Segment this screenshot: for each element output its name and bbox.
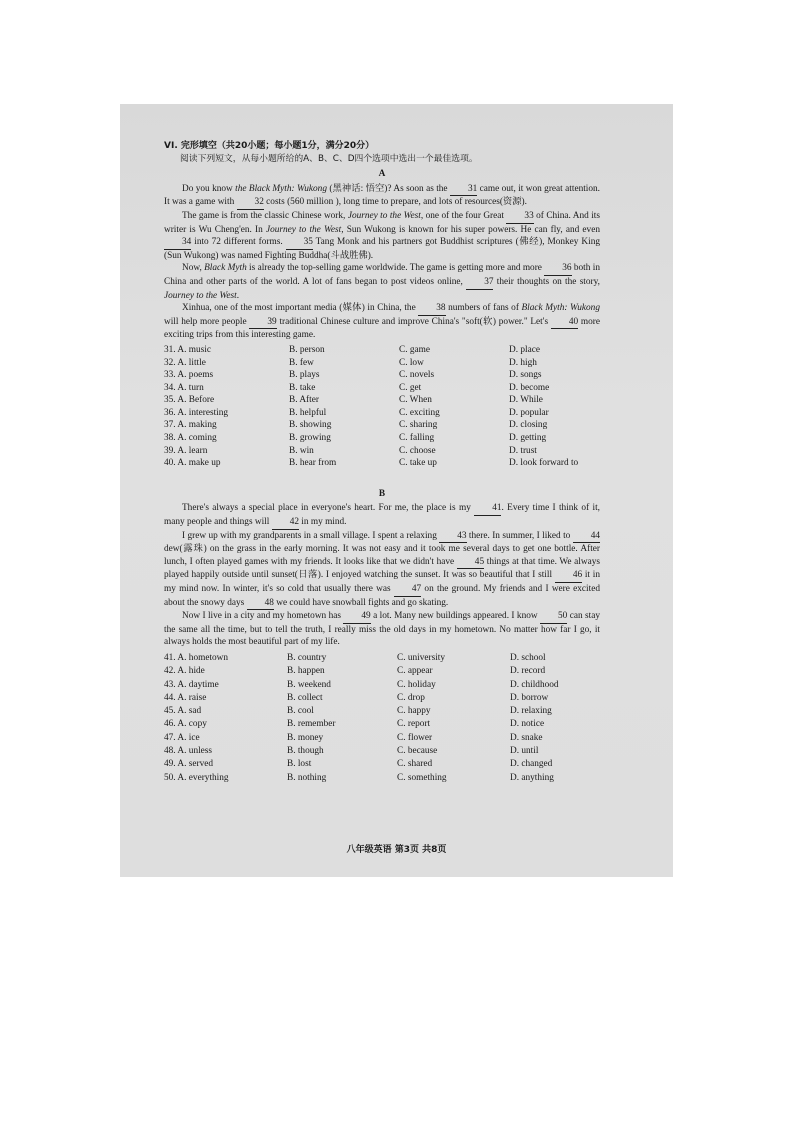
- option-d: D. childhood: [510, 679, 559, 690]
- section-title: VI. 完形填空（共20小题；每小题1分，满分20分）: [164, 141, 375, 151]
- passage-text: dew(露珠) on the grass in the early morning. It was not easy and it took me several days to get one bottle. After lunch, I often played games with my friends. It looks like that we didn't have: [164, 544, 600, 567]
- option-a: 48. A. unless: [164, 746, 213, 757]
- passage-text: the Black Myth: Wukong: [235, 183, 327, 194]
- option-d: D. borrow: [510, 692, 549, 703]
- option-d: D. school: [510, 652, 546, 663]
- passage-text: Do you know: [182, 183, 236, 194]
- option-d: D. notice: [510, 719, 545, 730]
- option-b: B. though: [287, 746, 324, 757]
- option-c: C. shared: [397, 759, 433, 770]
- option-a: 31. A. music: [164, 344, 212, 355]
- blank-41: 41: [474, 502, 501, 516]
- passage-text: we could have snowball fights and go skating.: [273, 597, 449, 608]
- option-b: B. few: [289, 357, 314, 368]
- blank-37: 37: [466, 276, 493, 290]
- option-d: D. songs: [509, 370, 542, 381]
- passage-text: Xinhua, one of the most important media (媒体) in China, the: [182, 303, 419, 314]
- option-a: 49. A. served: [164, 759, 214, 770]
- option-d: D. While: [509, 395, 543, 406]
- passage-text: (黑神话: 悟空)? As soon as the: [326, 183, 450, 194]
- part-b-passage: [164, 502, 600, 649]
- option-b: B. money: [287, 732, 324, 743]
- blank-43: 43: [439, 530, 466, 544]
- option-d: D. look forward to: [509, 458, 579, 469]
- passage-text: of China. And its writer is Wu Cheng'en. In: [164, 210, 600, 235]
- option-d: D. getting: [509, 433, 547, 444]
- option-c: C. happy: [397, 706, 431, 717]
- blank-36: 36: [544, 262, 571, 276]
- option-a: 42. A. hide: [164, 666, 205, 677]
- option-c: C. exciting: [399, 407, 440, 418]
- option-b: B. growing: [289, 433, 331, 444]
- option-b: B. hear from: [289, 458, 337, 469]
- passage-text: there. In summer, I liked to: [466, 530, 573, 541]
- option-d: D. place: [509, 344, 540, 355]
- option-c: C. choose: [399, 445, 436, 456]
- passage-text: into 72 different forms.: [191, 237, 286, 248]
- passage-text: . Every time I think of it, many people and things will: [164, 503, 600, 528]
- option-b: B. lost: [287, 759, 312, 770]
- passage-text: The game is from the classic Chinese work,: [182, 210, 348, 221]
- blank-33: 33: [506, 210, 533, 224]
- option-c: C. flower: [397, 732, 433, 743]
- part-b-paragraph: [164, 530, 600, 611]
- part-a-options: [164, 344, 600, 470]
- part-a-label: A: [378, 169, 386, 180]
- passage-text: came out, it won great attention. It was a game with: [164, 183, 601, 208]
- option-d: D. record: [510, 666, 546, 677]
- option-a: 40. A. make up: [164, 458, 221, 469]
- blank-34: 34: [164, 236, 191, 250]
- passage-text: Black Myth: Wukong: [521, 303, 600, 314]
- option-b: B. nothing: [287, 772, 327, 783]
- option-c: C. holiday: [397, 679, 436, 690]
- passage-text: is already the top-selling game worldwide. The game is getting more and more: [246, 263, 545, 274]
- option-c: C. falling: [399, 433, 435, 444]
- option-d: D. popular: [509, 407, 549, 418]
- option-b: B. happen: [287, 666, 325, 677]
- passage-text: Tang Monk and his partners got Buddhist scriptures (佛经), Monkey King (Sun Wukong) was named Fighting Buddha(斗战胜佛).: [164, 237, 600, 261]
- passage-text: both in China and other parts of the world. A lot of fans began to post videos online,: [164, 263, 600, 287]
- option-d: D. relaxing: [510, 706, 552, 717]
- option-b: B. After: [289, 395, 319, 406]
- passage-text: can stay the same all the time, but to tell the truth, I really miss the old days in my hometown. No matter how far I go, it always holds the most beautiful part of my life.: [164, 611, 600, 648]
- page-footer: 八年级英语 第3页 共8页: [346, 845, 447, 855]
- option-a: 36. A. interesting: [164, 407, 229, 418]
- option-c: C. sharing: [399, 420, 438, 431]
- option-d: D. become: [509, 382, 550, 393]
- part-b-paragraph: [164, 502, 600, 529]
- blank-48: 48: [247, 597, 274, 611]
- option-a: 32. A. little: [164, 357, 206, 368]
- passage-text: it in my mind now. In winter, it's so cold that usually there was: [164, 570, 600, 594]
- blank-38: 38: [418, 302, 445, 316]
- option-b: B. plays: [289, 370, 320, 381]
- blank-45: 45: [457, 556, 484, 570]
- option-c: C. novels: [399, 370, 435, 381]
- blank-31: 31: [450, 183, 477, 197]
- option-c: C. report: [397, 719, 431, 730]
- blank-40: 40: [551, 316, 578, 330]
- passage-text: in my mind.: [298, 517, 347, 528]
- option-c: C. something: [397, 772, 447, 783]
- passage-text: Journey to the West: [164, 290, 237, 301]
- passage-text: a lot. Many new buildings appeared. I know: [370, 611, 540, 622]
- passage-text: , Sun Wukong is known for his super powers. He can fly, and even: [341, 224, 600, 235]
- blank-44: 44: [573, 530, 600, 544]
- blank-47: 47: [394, 583, 421, 597]
- option-b: B. win: [289, 445, 314, 456]
- option-a: 37. A. making: [164, 420, 217, 431]
- option-a: 39. A. learn: [164, 445, 208, 456]
- blank-46: 46: [555, 569, 582, 583]
- blank-42: 42: [272, 516, 299, 530]
- passage-text: Now,: [182, 263, 205, 274]
- option-d: D. closing: [509, 420, 548, 431]
- blank-35: 35: [286, 236, 313, 250]
- section-instruction: 阅读下列短文，从每小题所给的A、B、C、D四个选项中选出一个最佳选项。: [180, 153, 478, 164]
- cloze-section: [164, 140, 600, 785]
- option-d: D. trust: [509, 445, 537, 456]
- option-b: B. person: [289, 344, 325, 355]
- part-a-paragraph: [164, 210, 600, 262]
- passage-text: I grew up with my grandparents in a small village. I spent a relaxing: [182, 530, 440, 541]
- passage-text: more exciting trips from this interesting game.: [164, 316, 600, 341]
- passage-text: things at that time. We always played happily outside until sunset(日落). I enjoyed watching the sunset. It was so beautiful that I still: [164, 556, 600, 581]
- option-d: D. anything: [510, 772, 554, 783]
- passage-text: Journey to the West: [347, 210, 421, 221]
- passage-text: on the ground. My friends and I were excited about the snowy days: [164, 584, 600, 608]
- option-d: D. until: [510, 746, 539, 757]
- passage-text: , one of the four Great: [420, 210, 507, 221]
- part-b-paragraph: [164, 610, 600, 649]
- passage-text: Black Myth: [204, 263, 247, 274]
- option-d: D. snake: [510, 732, 543, 743]
- option-a: 45. A. sad: [164, 706, 202, 717]
- option-b: B. weekend: [287, 679, 331, 690]
- part-a-paragraph: [164, 262, 600, 302]
- part-a-paragraph: [164, 183, 600, 210]
- passage-text: numbers of fans of: [445, 303, 522, 314]
- option-c: C. drop: [397, 692, 425, 703]
- option-a: 33. A. poems: [164, 370, 214, 381]
- option-d: D. high: [509, 357, 537, 368]
- passage-text: Journey to the West: [265, 224, 342, 235]
- option-b: B. cool: [287, 706, 314, 717]
- option-a: 50. A. everything: [164, 772, 229, 783]
- option-a: 46. A. copy: [164, 719, 207, 730]
- option-b: B. country: [287, 652, 327, 663]
- option-c: C. university: [397, 652, 446, 663]
- blank-39: 39: [249, 316, 276, 330]
- option-a: 38. A. coming: [164, 433, 217, 444]
- passage-text: costs (560 million ), long time to prepare, and lots of resources(资源).: [263, 197, 527, 208]
- option-a: 41. A. hometown: [164, 652, 229, 663]
- passage-text: .: [236, 290, 240, 301]
- option-a: 47. A. ice: [164, 732, 200, 743]
- option-b: B. remember: [287, 719, 336, 730]
- passage-text: traditional Chinese culture and improve China's "soft(软) power." Let's: [276, 316, 551, 327]
- exam-page-photo: [120, 104, 673, 877]
- option-c: C. low: [399, 357, 424, 368]
- part-a-paragraph: [164, 302, 600, 342]
- option-b: B. helpful: [289, 407, 327, 418]
- option-c: C. get: [399, 382, 422, 393]
- option-c: C. appear: [397, 666, 433, 677]
- passage-text: There's always a special place in everyone's heart. For me, the place is my: [182, 503, 475, 514]
- option-b: B. collect: [287, 692, 323, 703]
- passage-text: Now I live in a city and my hometown has: [182, 611, 344, 622]
- option-a: 43. A. daytime: [164, 679, 219, 690]
- passage-text: their thoughts on the story,: [493, 276, 601, 287]
- part-a-passage: [164, 183, 600, 342]
- option-a: 35. A. Before: [164, 395, 215, 406]
- option-d: D. changed: [510, 759, 553, 770]
- option-c: C. because: [397, 746, 438, 757]
- blank-49: 49: [343, 610, 370, 624]
- part-b-label: B: [378, 488, 386, 499]
- option-c: C. game: [399, 344, 430, 355]
- part-b-options: [164, 652, 600, 785]
- option-c: C. take up: [399, 458, 437, 469]
- option-b: B. take: [289, 382, 316, 393]
- passage-text: will help more people: [164, 316, 250, 327]
- blank-50: 50: [540, 610, 567, 624]
- blank-32: 32: [237, 196, 264, 210]
- option-c: C. When: [399, 395, 432, 406]
- option-a: 44. A. raise: [164, 692, 207, 703]
- option-a: 34. A. turn: [164, 382, 204, 393]
- option-b: B. showing: [289, 420, 332, 431]
